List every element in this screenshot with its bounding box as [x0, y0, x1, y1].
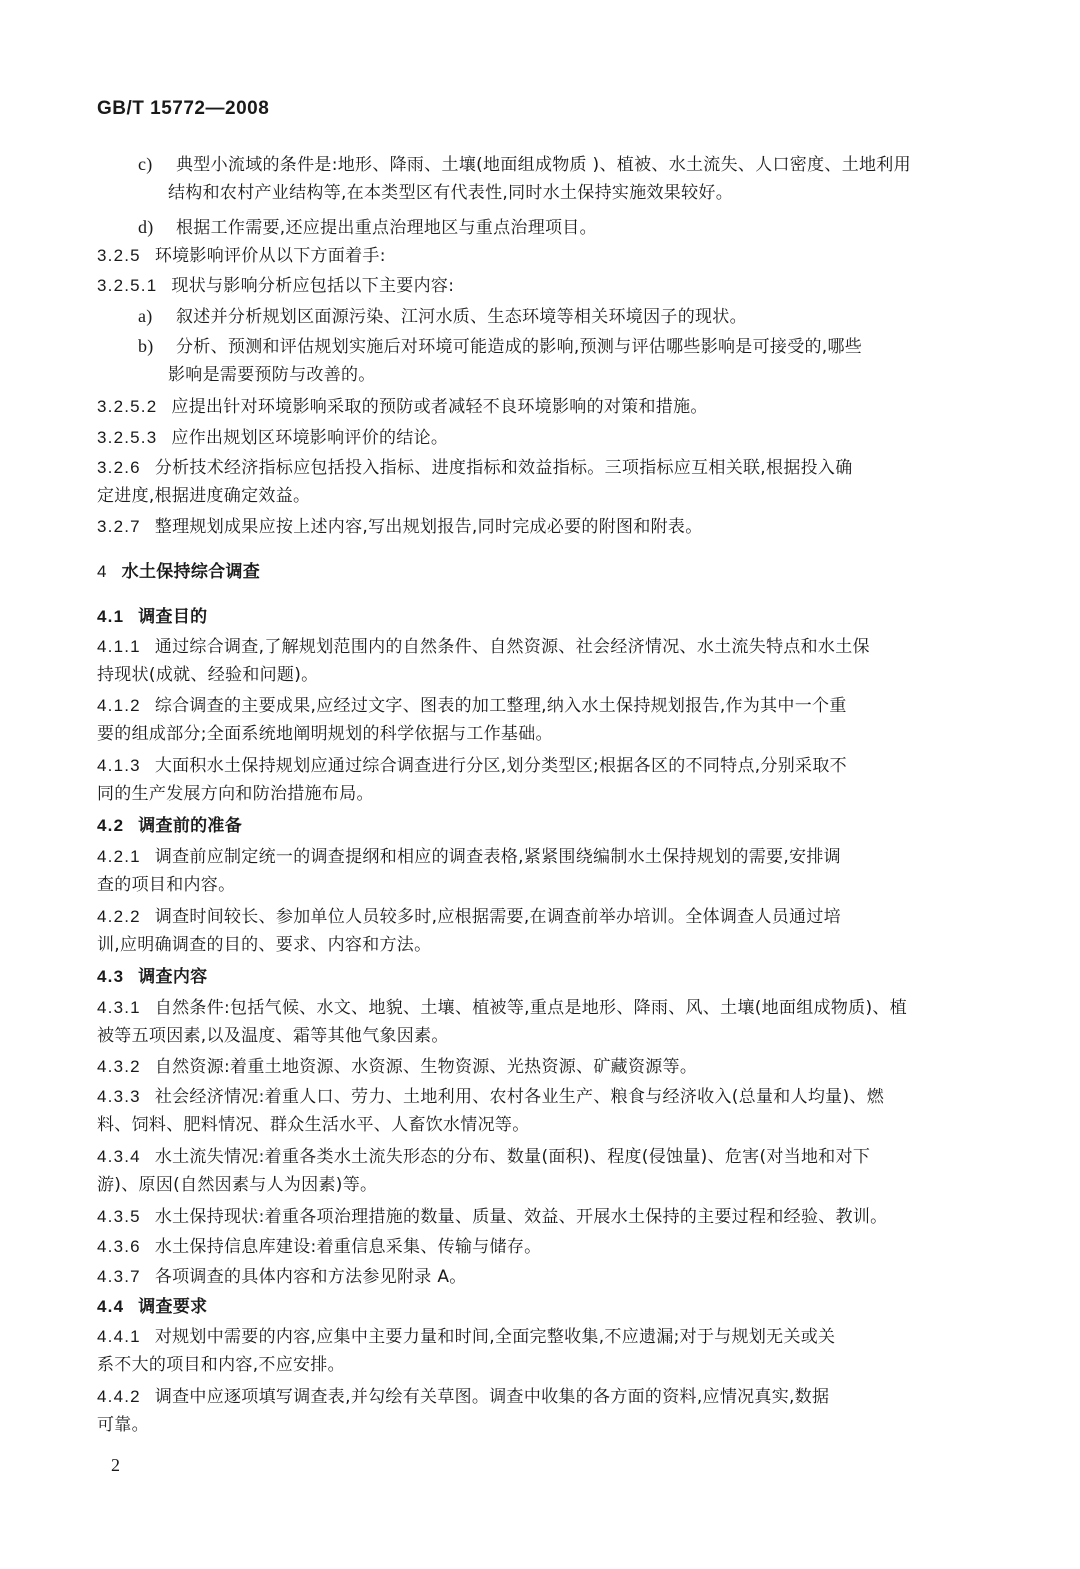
section-heading-4-2	[97, 812, 985, 840]
clause-4-4-2	[97, 1383, 985, 1439]
clause-text: 调查中应逐项填写调查表,并勾绘有关草图。调查中收集的各方面的资料,应情况真实,数据	[154, 1387, 830, 1407]
clause-text-continuation: 被等五项因素,以及温度、霜等其他气象因素。	[97, 1026, 449, 1046]
clause-text: 对规划中需要的内容,应集中主要力量和时间,全面完整收集,不应遗漏;对于与规划无关或关	[154, 1327, 836, 1347]
list-item-d	[138, 213, 988, 242]
clause-number: 4.3.3	[97, 1087, 141, 1106]
clause-4-2-1	[97, 843, 985, 899]
clause-text-continuation: 持现状(成就、经验和问题)。	[97, 665, 319, 685]
standard-code-header: GB/T 15772—2008	[97, 98, 270, 119]
clause-text: 分析技术经济指标应包括投入指标、进度指标和效益指标。三项指标应互相关联,根据投入确	[154, 458, 853, 478]
section-number: 4.1	[97, 607, 125, 626]
clause-text: 应提出针对环境影响采取的预防或者减轻不良环境影响的对策和措施。	[171, 397, 708, 417]
section-heading-4-4	[97, 1293, 985, 1321]
clause-text: 自然条件:包括气候、水文、地貌、土壤、植被等,重点是地形、降雨、风、土壤(地面组成物质)、植	[154, 998, 908, 1018]
list-text-line: 典型小流域的条件是:地形、降雨、土壤(地面组成物质 )、植被、水土流失、人口密度、土地利用	[176, 155, 911, 175]
clause-text: 调查时间较长、参加单位人员较多时,应根据需要,在调查前举办培训。全体调查人员通过培	[154, 907, 841, 927]
section-title: 调查目的	[138, 607, 208, 627]
clause-4-3-1	[97, 994, 985, 1050]
section-title: 调查要求	[138, 1297, 208, 1317]
clause-4-3-5	[97, 1203, 985, 1231]
clause-number: 4.3.1	[97, 998, 141, 1017]
clause-text: 通过综合调查,了解规划范围内的自然条件、自然资源、社会经济情况、水土流失特点和水土保	[154, 637, 870, 657]
clause-number: 4.1.1	[97, 637, 141, 656]
list-item-c	[138, 150, 988, 207]
clause-4-3-3	[97, 1083, 985, 1139]
clause-4-3-2	[97, 1053, 985, 1081]
list-label: d)	[138, 217, 154, 237]
page-number: 2	[111, 1455, 120, 1475]
clause-3-2-5-1	[97, 272, 985, 300]
list-item-a	[138, 302, 988, 331]
chapter-title: 水土保持综合调查	[121, 562, 261, 582]
clause-3-2-7	[97, 513, 985, 541]
clause-text-continuation: 查的项目和内容。	[97, 875, 236, 895]
chapter-number: 4	[97, 562, 108, 581]
clause-3-2-6	[97, 454, 985, 510]
clause-3-2-5	[97, 242, 985, 270]
clause-text-continuation: 要的组成部分;全面系统地阐明规划的科学依据与工作基础。	[97, 724, 553, 744]
clause-number: 3.2.5	[97, 246, 141, 265]
clause-text-continuation: 训,应明确调查的目的、要求、内容和方法。	[97, 935, 432, 955]
clause-number: 4.1.3	[97, 756, 141, 775]
clause-3-2-5-3	[97, 424, 985, 452]
clause-text: 各项调查的具体内容和方法参见附录 A。	[154, 1267, 467, 1287]
clause-text: 水土保持信息库建设:着重信息采集、传输与储存。	[154, 1237, 542, 1257]
clause-text-continuation: 系不大的项目和内容,不应安排。	[97, 1355, 345, 1375]
section-number: 4.3	[97, 967, 125, 986]
clause-number: 4.4.1	[97, 1327, 141, 1346]
clause-text: 综合调查的主要成果,应经过文字、图表的加工整理,纳入水土保持规划报告,作为其中一个重	[154, 696, 847, 716]
clause-number: 4.2.1	[97, 847, 141, 866]
clause-number: 3.2.6	[97, 458, 141, 477]
section-title: 调查内容	[138, 967, 208, 987]
clause-number: 4.3.2	[97, 1057, 141, 1076]
section-heading-4-1	[97, 603, 985, 631]
clause-number: 3.2.5.2	[97, 397, 158, 416]
clause-number: 4.3.7	[97, 1267, 141, 1286]
list-label: a)	[138, 306, 153, 326]
section-title: 调查前的准备	[138, 816, 243, 836]
section-heading-4-3	[97, 963, 985, 991]
clause-number: 3.2.7	[97, 517, 141, 536]
clause-3-2-5-2	[97, 393, 985, 421]
section-number: 4.2	[97, 816, 125, 835]
clause-text: 整理规划成果应按上述内容,写出规划报告,同时完成必要的附图和附表。	[154, 517, 703, 537]
list-text-line: 叙述并分析规划区面源污染、江河水质、生态环境等相关环境因子的现状。	[176, 307, 747, 327]
clause-text-continuation: 可靠。	[97, 1415, 149, 1435]
clause-number: 4.1.2	[97, 696, 141, 715]
clause-number: 4.3.6	[97, 1237, 141, 1256]
clause-text: 社会经济情况:着重人口、劳力、土地利用、农村各业生产、粮食与经济收入(总量和人均量)、燃	[154, 1087, 885, 1107]
clause-text: 水土流失情况:着重各类水土流失形态的分布、数量(面积)、程度(侵蚀量)、危害(对当地和对下	[154, 1147, 871, 1167]
clause-4-3-4	[97, 1143, 985, 1199]
clause-4-3-7	[97, 1263, 985, 1291]
clause-text: 大面积水土保持规划应通过综合调查进行分区,划分类型区;根据各区的不同特点,分别采取不	[154, 756, 847, 776]
clause-text: 应作出规划区环境影响评价的结论。	[171, 428, 449, 448]
list-label: c)	[138, 154, 153, 174]
list-text-line: 根据工作需要,还应提出重点治理地区与重点治理项目。	[176, 218, 597, 238]
clause-text-continuation: 同的生产发展方向和防治措施布局。	[97, 784, 374, 804]
clause-text: 水土保持现状:着重各项治理措施的数量、质量、效益、开展水土保持的主要过程和经验、教训。	[154, 1207, 888, 1227]
chapter-heading-4	[97, 558, 985, 586]
list-text-line: 分析、预测和评估规划实施后对环境可能造成的影响,预测与评估哪些影响是可接受的,哪些	[176, 337, 863, 357]
clause-4-2-2	[97, 903, 985, 959]
clause-text-continuation: 游)、原因(自然因素与人为因素)等。	[97, 1175, 378, 1195]
clause-text: 环境影响评价从以下方面着手:	[154, 246, 386, 266]
clause-text: 现状与影响分析应包括以下主要内容:	[171, 276, 455, 296]
section-number: 4.4	[97, 1297, 125, 1316]
clause-text-continuation: 定进度,根据进度确定效益。	[97, 486, 311, 506]
clause-number: 4.3.5	[97, 1207, 141, 1226]
clause-4-4-1	[97, 1323, 985, 1379]
clause-text-continuation: 料、饲料、肥料情况、群众生活水平、人畜饮水情况等。	[97, 1115, 530, 1135]
clause-4-3-6	[97, 1233, 985, 1261]
clause-4-1-1	[97, 633, 985, 689]
clause-4-1-2	[97, 692, 985, 748]
list-text-continuation: 影响是需要预防与改善的。	[168, 365, 376, 385]
clause-number: 4.2.2	[97, 907, 141, 926]
clause-text: 自然资源:着重土地资源、水资源、生物资源、光热资源、矿藏资源等。	[154, 1057, 698, 1077]
clause-number: 3.2.5.1	[97, 276, 158, 295]
clause-number: 4.3.4	[97, 1147, 141, 1166]
clause-number: 3.2.5.3	[97, 428, 158, 447]
list-label: b)	[138, 336, 154, 356]
clause-text: 调查前应制定统一的调查提纲和相应的调查表格,紧紧围绕编制水土保持规划的需要,安排调	[154, 847, 841, 867]
clause-number: 4.4.2	[97, 1387, 141, 1406]
list-text-continuation: 结构和农村产业结构等,在本类型区有代表性,同时水土保持实施效果较好。	[168, 183, 734, 203]
clause-4-1-3	[97, 752, 985, 808]
list-item-b	[138, 332, 988, 389]
